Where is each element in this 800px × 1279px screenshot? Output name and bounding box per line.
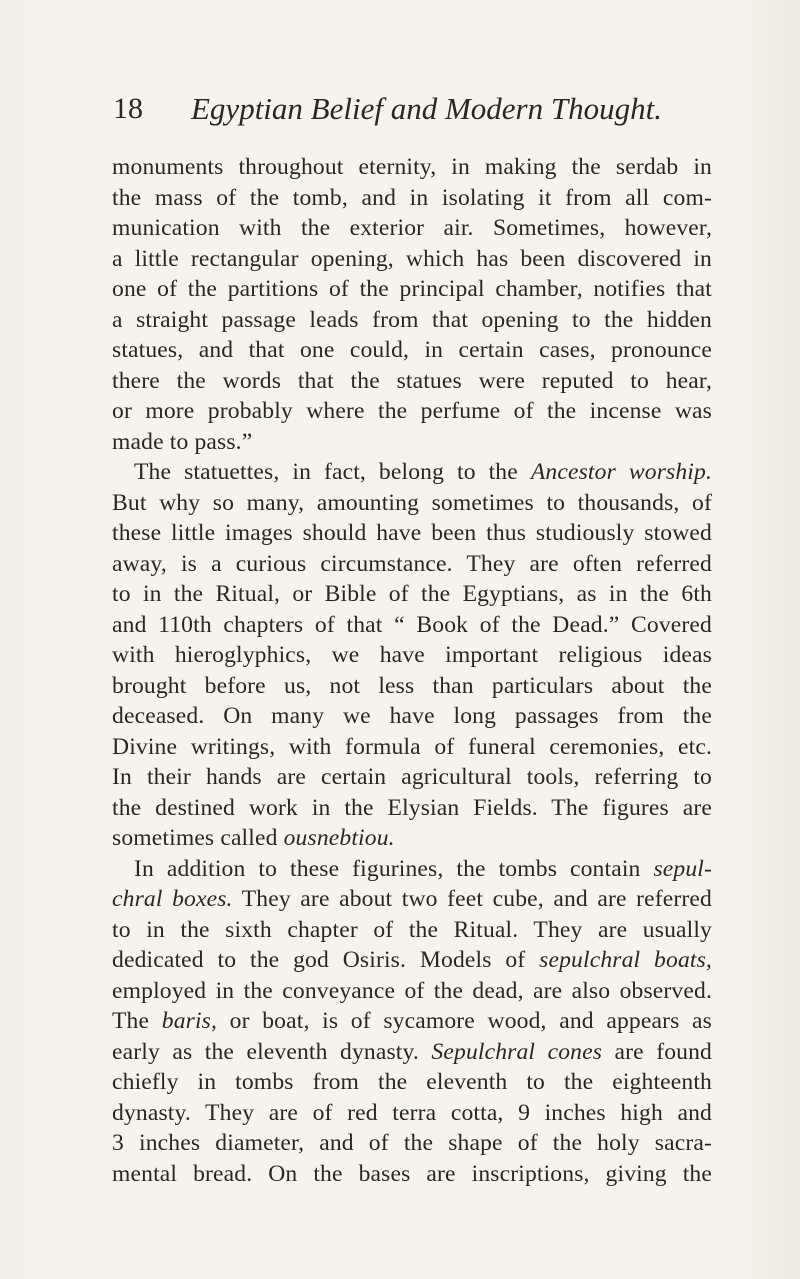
text-line: to in the sixth chapter of the Ritual. They are usually [112, 916, 712, 943]
text-line: early as the eleventh dynasty. Sepulchral cones are found [112, 1038, 712, 1065]
text-line: 3 inches diameter, and of the shape of the holy sacra- [112, 1130, 712, 1156]
text-line: In addition to these figurines, the tombs contain sepul- [134, 855, 712, 882]
text-line: statues, and that one could, in certain cases, pronounce [112, 337, 712, 363]
text-line: to in the Ritual, or Bible of the Egyptians, as in the 6th [112, 581, 712, 607]
text-line: away, is a curious circumstance. They are often referred [112, 550, 712, 577]
body-text [112, 152, 712, 1189]
text-line: brought before us, not less than particulars about the [112, 672, 712, 699]
text-line: a little rectangular opening, which has been discovered in [112, 245, 712, 272]
text-line: dynasty. They are of red terra cotta, 9 inches high and [112, 1099, 712, 1126]
text-line: Divine writings, with formula of funeral ceremonies, etc. [112, 733, 712, 760]
text-line: the destined work in the Elysian Fields. The figures are [112, 794, 712, 821]
text-line: and 110th chapters of that “ Book of the Dead.” Covered [112, 611, 712, 638]
text-line: the mass of the tomb, and in isolating it from all com- [112, 184, 712, 211]
text-line: The baris, or boat, is of sycamore wood, and appears as [112, 1008, 712, 1034]
text-line: But why so many, amounting sometimes to thousands, of [112, 489, 712, 516]
text-line: munication with the exterior air. Sometimes, however, [112, 215, 712, 241]
text-line: sometimes called ousnebtiou. [112, 825, 395, 851]
page-number: 18 [113, 92, 143, 125]
text-line: In their hands are certain agricultural tools, referring to [112, 764, 712, 790]
text-line: one of the partitions of the principal chamber, notifies that [112, 276, 712, 302]
text-line: a straight passage leads from that opening to the hidden [112, 306, 712, 333]
text-line: or more probably where the perfume of the incense was [112, 398, 712, 424]
page-header [113, 92, 708, 136]
running-title: Egyptian Belief and Modern Thought. [191, 91, 662, 126]
text-line: chiefly in tombs from the eleventh to the eighteenth [112, 1069, 712, 1095]
text-line: employed in the conveyance of the dead, are also observed. [112, 977, 712, 1004]
text-line: The statuettes, in fact, belong to the Ancestor worship. [134, 459, 713, 485]
text-line: chral boxes. They are about two feet cube, and are referred [112, 886, 712, 912]
text-line: these little images should have been thus studiously stowed [112, 520, 712, 546]
text-line: made to pass.” [112, 428, 253, 455]
text-line: deceased. On many we have long passages from the [112, 703, 712, 729]
text-line: there the words that the statues were reputed to hear, [112, 367, 712, 394]
text-line: dedicated to the god Osiris. Models of sepulchral boats, [112, 947, 712, 973]
text-line: mental bread. On the bases are inscriptions, giving the [112, 1160, 712, 1187]
text-line: with hieroglyphics, we have important religious ideas [112, 642, 712, 668]
text-line: monuments throughout eternity, in making the serdab in [112, 154, 712, 180]
